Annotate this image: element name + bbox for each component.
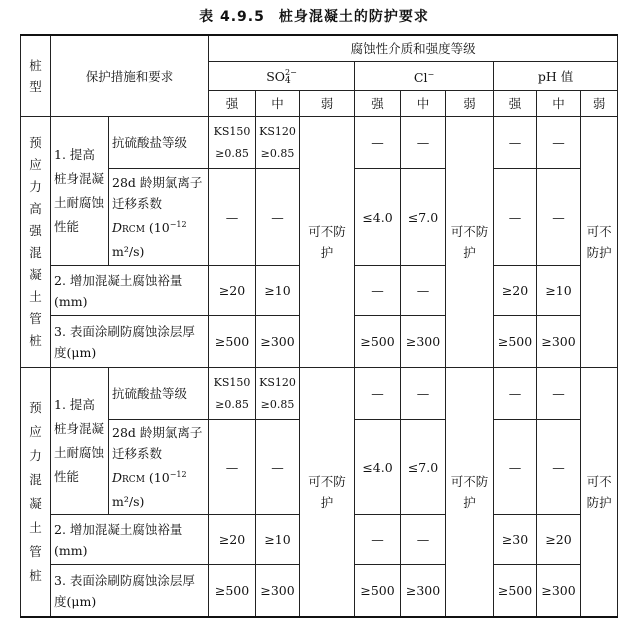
cell: — <box>494 368 537 420</box>
cell: — <box>256 420 300 515</box>
cell: ≥20 <box>209 515 256 565</box>
cell: — <box>401 368 446 420</box>
cell: — <box>256 169 300 266</box>
weak-cell: 可不防护 <box>300 368 355 617</box>
cell: KS150 ≥0.85 <box>209 117 256 169</box>
pile-type-cell: 预应力混凝土管桩 <box>21 368 51 617</box>
cell: ≤7.0 <box>401 420 446 515</box>
sub-b-cell: 28d 龄期氯离子迁移系数 DRCM ($10^{-12}$ m²/s) <box>109 169 209 266</box>
cl-header: Cl− <box>355 62 494 91</box>
cell: — <box>401 266 446 316</box>
weak-cell: 可不防护 <box>581 117 618 368</box>
cell: ≥300 <box>401 565 446 617</box>
measure-2-cell: 2. 增加混凝土腐蚀裕量(mm) <box>51 266 209 316</box>
cell: ≥20 <box>494 266 537 316</box>
table-title <box>0 6 628 26</box>
cell: ≥300 <box>537 316 581 368</box>
cell: — <box>537 169 581 266</box>
measure-2-cell: 2. 增加混凝土腐蚀裕量(mm) <box>51 515 209 565</box>
cell: ≥500 <box>209 316 256 368</box>
cell: — <box>537 117 581 169</box>
table-number: 表 4.9.5 <box>199 9 265 25</box>
cell: — <box>209 169 256 266</box>
so4-header: SO 2− 4 <box>209 62 355 91</box>
sub-b-cell: 28d 龄期氯离子迁移系数 DRCM ($10^{-12}$ m²/s) <box>109 420 209 515</box>
cell: ≤4.0 <box>355 169 401 266</box>
ph-strong: 强 <box>494 91 537 117</box>
cell: ≥500 <box>494 316 537 368</box>
cell: ≥500 <box>494 565 537 617</box>
measures-header: 保护措施和要求 <box>51 35 209 117</box>
weak-cell: 可不防护 <box>446 117 494 368</box>
cl-medium: 中 <box>401 91 446 117</box>
table-row <box>21 117 618 169</box>
table-caption: 桩身混凝土的防护要求 <box>278 9 429 25</box>
cell: ≥20 <box>537 515 581 565</box>
cell: — <box>494 420 537 515</box>
measure-3-cell: 3. 表面涂刷防腐蚀涂层厚度(μm) <box>51 565 209 617</box>
cell: KS150 ≥0.85 <box>209 368 256 420</box>
measure-1-cell: 1. 提高桩身混凝土耐腐蚀性能 <box>51 368 109 515</box>
so4-medium: 中 <box>256 91 300 117</box>
ph-medium: 中 <box>537 91 581 117</box>
cell: — <box>494 117 537 169</box>
cell: — <box>355 368 401 420</box>
cell: ≥10 <box>256 266 300 316</box>
cell: KS120 ≥0.85 <box>256 368 300 420</box>
ph-weak: 弱 <box>581 91 618 117</box>
cell: — <box>355 515 401 565</box>
cl-strong: 强 <box>355 91 401 117</box>
cell: — <box>355 117 401 169</box>
cell: ≥20 <box>209 266 256 316</box>
cell: ≥500 <box>209 565 256 617</box>
cell: ≥300 <box>537 565 581 617</box>
measure-1-cell: 1. 提高桩身混凝土耐腐蚀性能 <box>51 117 109 266</box>
sub-a-cell: 抗硫酸盐等级 <box>109 117 209 169</box>
so4-strong: 强 <box>209 91 256 117</box>
cl-weak: 弱 <box>446 91 494 117</box>
cell: — <box>401 117 446 169</box>
cell: — <box>401 515 446 565</box>
cell: — <box>537 368 581 420</box>
cell: ≥300 <box>401 316 446 368</box>
cell: ≥10 <box>256 515 300 565</box>
cell: — <box>494 169 537 266</box>
header-row-1 <box>21 35 618 62</box>
cell: — <box>209 420 256 515</box>
protection-table <box>20 34 618 618</box>
cell: ≥300 <box>256 565 300 617</box>
pile-type-header: 桩型 <box>21 35 51 117</box>
cell: ≤7.0 <box>401 169 446 266</box>
weak-cell: 可不防护 <box>300 117 355 368</box>
cell: ≥500 <box>355 565 401 617</box>
table-row <box>21 368 618 420</box>
weak-cell: 可不防护 <box>446 368 494 617</box>
cell: KS120 ≥0.85 <box>256 117 300 169</box>
so4-weak: 弱 <box>300 91 355 117</box>
weak-cell: 可不防护 <box>581 368 618 617</box>
ph-header: pH 值 <box>494 62 618 91</box>
corrosive-header: 腐蚀性介质和强度等级 <box>209 35 618 62</box>
measure-3-cell: 3. 表面涂刷防腐蚀涂层厚度(μm) <box>51 316 209 368</box>
cell: ≥30 <box>494 515 537 565</box>
cell: ≥300 <box>256 316 300 368</box>
cell: ≤4.0 <box>355 420 401 515</box>
cell: — <box>537 420 581 515</box>
pile-type-cell: 预应力高强混凝土管桩 <box>21 117 51 368</box>
cell: ≥10 <box>537 266 581 316</box>
cell: ≥500 <box>355 316 401 368</box>
cell: — <box>355 266 401 316</box>
sub-a-cell: 抗硫酸盐等级 <box>109 368 209 420</box>
